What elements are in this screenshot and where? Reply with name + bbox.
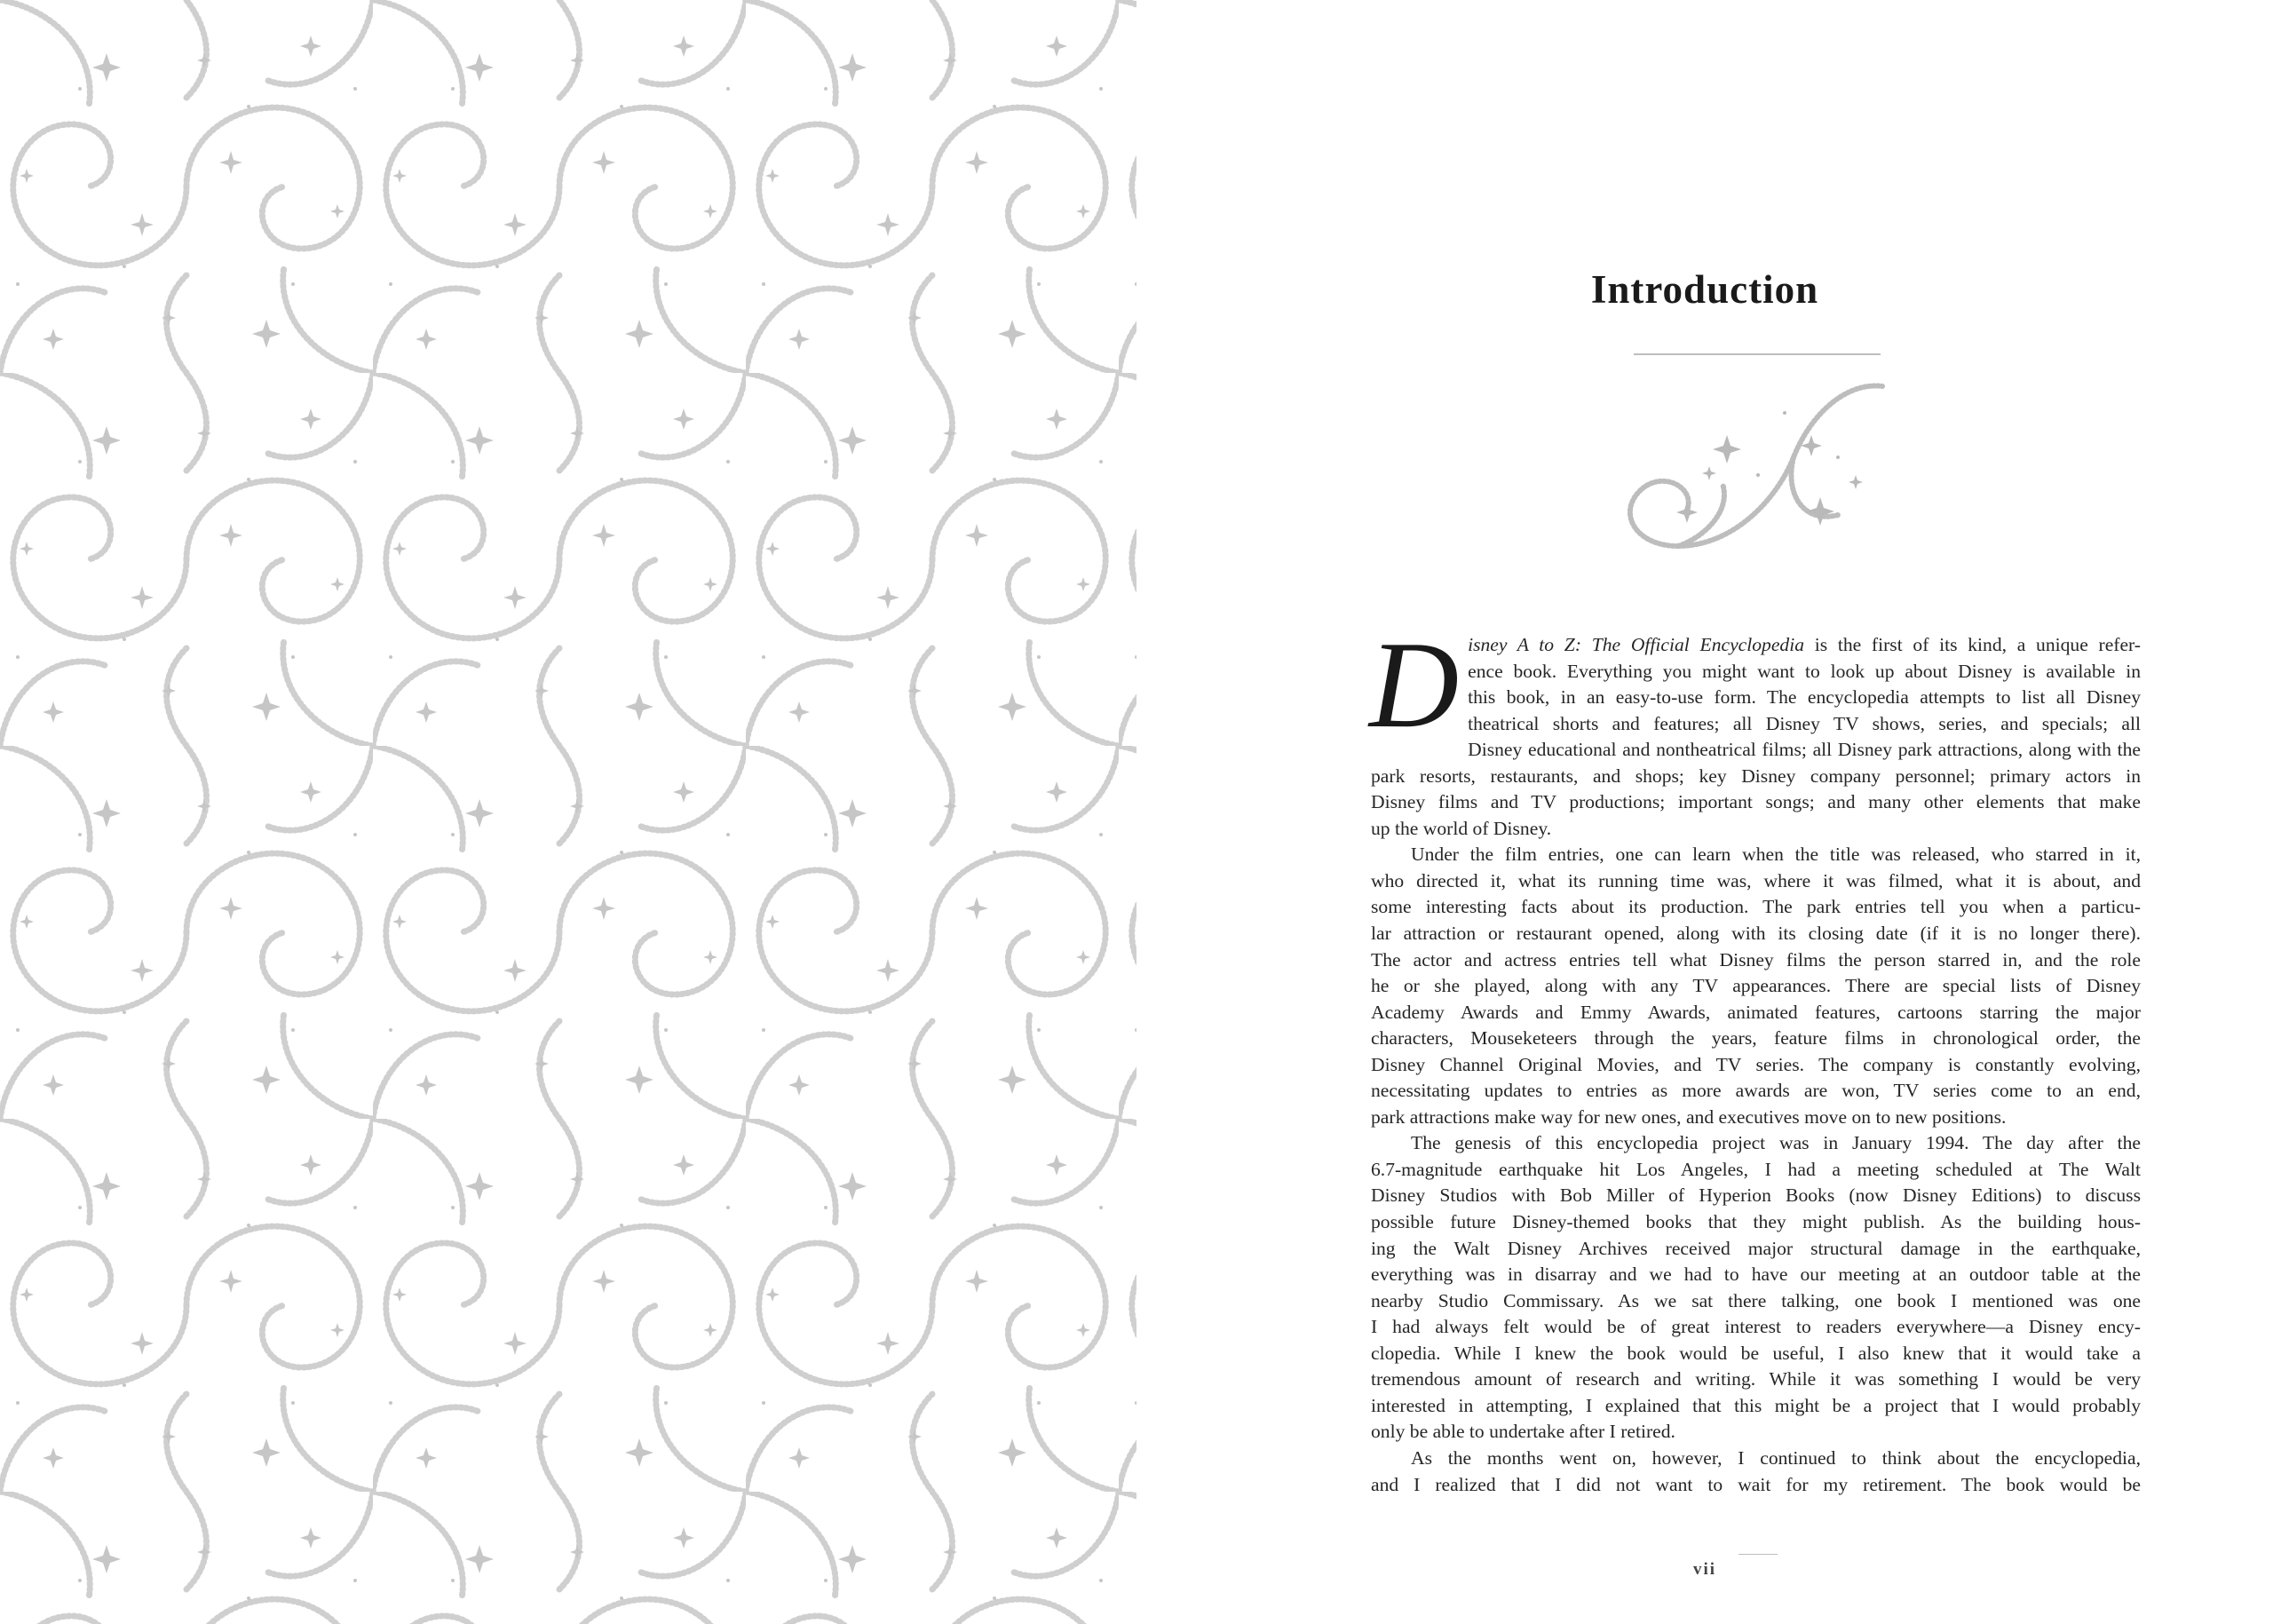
text-line: tremendous amount of research and writing. While it was something I would be very (1371, 1368, 2141, 1390)
text-line: ing the Walt Disney Archives received major structural damage in the earthquake, (1371, 1237, 2141, 1259)
paragraph-2 (1371, 842, 2141, 1130)
swirl-star-pattern (0, 0, 1136, 1624)
paragraph-1-end: up the world of Disney. (1371, 817, 1552, 839)
title-divider (1634, 353, 1881, 355)
text-line: Disney Studios with Bob Miller of Hyperion Books (now Disney Editions) to discuss (1371, 1184, 2141, 1207)
page-number: vii (1692, 1560, 1717, 1579)
text-line: characters, Mouseketeers through the years, feature films in chronological order, the (1371, 1027, 2141, 1050)
paragraph-3 (1371, 1130, 2141, 1446)
text-line: 6.7-magnitude earthquake hit Los Angeles, I had a meeting scheduled at The Walt (1371, 1158, 2141, 1180)
text-line: he or she played, along with any TV appearances. There are special lists of Disney (1371, 975, 2141, 997)
text-line: As the months went on, however, I continued to think about the encyclopedia, (1411, 1446, 2141, 1469)
text-line: Under the film entries, one can learn when the title was released, who starred in it, (1411, 844, 2141, 866)
paragraph-4 (1371, 1446, 2141, 1498)
introduction-page (1136, 0, 2273, 1624)
text-line: and I realized that I did not want to wait for my retirement. The book would be (1371, 1473, 2141, 1495)
text-line: possible future Disney-themed books that they might publish. As the building hous- (1371, 1211, 2141, 1233)
page-title: Introduction (1590, 267, 1819, 312)
text-line: I had always felt would be of great interest to readers everywhere—a Disney ency- (1371, 1316, 2141, 1338)
text-line: everything was in disarray and we had to have our meeting at an outdoor table at the (1371, 1264, 2141, 1286)
text-line: park attractions make way for new ones, and executives move on to new positions. (1371, 1105, 2007, 1128)
text-line: some interesting facts about its production. The park entries tell you when a particu- (1371, 896, 2141, 918)
book-title-italic: isney A to Z: The Official Encyclopedia (1468, 634, 1805, 655)
decorative-pattern-page (0, 0, 1136, 1624)
text-line: Disney Channel Original Movies, and TV series. The company is constantly evolving, (1371, 1053, 2141, 1075)
text-line: nearby Studio Commissary. As we sat there talking, one book I mentioned was one (1371, 1289, 2141, 1311)
text-line: only be able to undertake after I retired. (1371, 1421, 1675, 1443)
text-line: lar attraction or restaurant opened, along with its closing date (if it is no longer there). (1371, 923, 2141, 945)
text-line: necessitating updates to entries as more awards are won, TV series come to an end, (1371, 1080, 2141, 1102)
text-line: interested in attempting, I explained that this might be a project that I would probably (1371, 1394, 2141, 1416)
text-line: clopedia. While I knew the book would be useful, I also knew that it would take a (1371, 1342, 2141, 1364)
drop-cap: D (1369, 616, 1460, 754)
text-line: Academy Awards and Emmy Awards, animated features, cartoons starring the major (1371, 1001, 2141, 1023)
introduction-body (1369, 616, 2141, 1498)
text-line: The genesis of this encyclopedia project was in January 1994. The day after the (1411, 1132, 2141, 1154)
text-line: The actor and actress entries tell what Disney films the person starred in, and the role (1371, 948, 2141, 970)
folio-divider (1738, 1554, 1778, 1555)
text-line: who directed it, what its running time was, where it was filmed, what it is about, and (1371, 869, 2141, 891)
paragraph-1: Disney A to Z: The Official Encyclopedia is the first of its kind, a unique refer- ence book. Everything you might want to look up about Disney is available in this book, in an easy-to-use form. The encyclopedia attempts to list all Disney theatrical shorts and features; all Disney TV shows, series, and specials; all Disney educational and nontheatrical films; all Disney park attractions, along with the park resorts, restaurants, and shops; key Disney company personnel; primary actors in Disney films and TV productions; important songs; and many other elements that make (1369, 616, 2141, 813)
swirl-ornament-icon (1580, 360, 1918, 573)
